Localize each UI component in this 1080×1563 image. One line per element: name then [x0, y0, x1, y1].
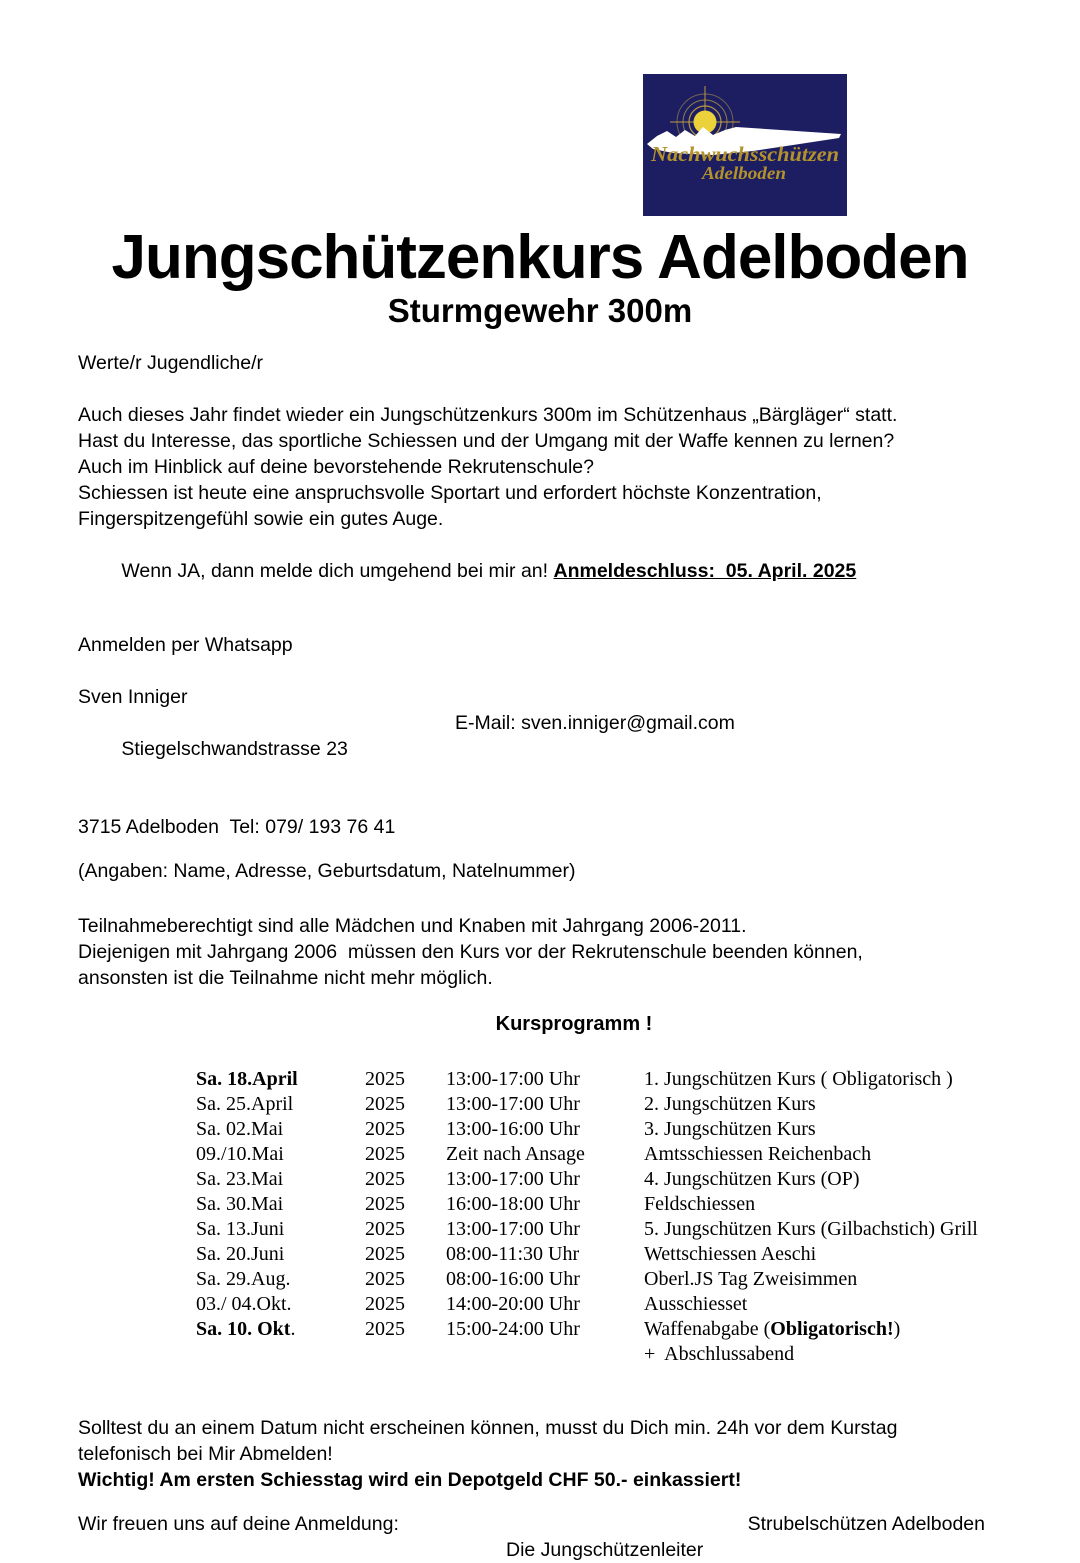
schedule-year: 2025 — [365, 1243, 405, 1265]
intro-line: Auch im Hinblick auf deine bevorstehende Rekrutenschule? — [78, 456, 594, 478]
closing-line: telefonisch bei Mir Abmelden! — [78, 1443, 333, 1465]
schedule-time: 13:00-16:00 Uhr — [446, 1118, 580, 1140]
farewell-line — [78, 1511, 1070, 1537]
schedule-date: Sa. 29.Aug. — [196, 1268, 291, 1290]
schedule-event: 4. Jungschützen Kurs (OP) — [644, 1168, 860, 1190]
schedule-row — [196, 1192, 1070, 1217]
schedule-year: 2025 — [365, 1293, 405, 1315]
schedule-year: 2025 — [365, 1143, 405, 1165]
important-note: Wichtig! Am ersten Schiesstag wird ein Depotgeld CHF 50.- einkassiert! — [78, 1469, 742, 1491]
signature: Die Jungschützenleiter — [506, 1539, 704, 1561]
details-note: (Angaben: Name, Adresse, Geburtsdatum, Natelnummer) — [78, 860, 576, 882]
club-logo — [643, 74, 847, 216]
registration-call-line — [78, 532, 1070, 610]
schedule-row — [196, 1342, 1070, 1367]
schedule-date: Sa. 23.Mai — [196, 1168, 284, 1190]
schedule-year: 2025 — [365, 1118, 405, 1140]
schedule-date — [196, 1342, 365, 1367]
schedule-row — [196, 1117, 1070, 1142]
schedule-row — [196, 1267, 1070, 1292]
schedule-date: Sa. 20.Juni — [196, 1243, 285, 1265]
schedule-date: Sa. 13.Juni — [196, 1218, 285, 1240]
schedule-year: 2025 — [365, 1318, 405, 1340]
contact-email: E-Mail: sven.inniger@gmail.com — [455, 712, 735, 734]
schedule-time: 16:00-18:00 Uhr — [446, 1193, 580, 1215]
schedule-time: 13:00-17:00 Uhr — [446, 1068, 580, 1090]
logo-club-name: Nachwuchsschützen — [649, 142, 839, 166]
contact-city-tel: 3715 Adelboden Tel: 079/ 193 76 41 — [78, 816, 396, 838]
eligibility-line: ansonsten ist die Teilnahme nicht mehr möglich. — [78, 967, 493, 989]
register-prompt: Wenn JA, dann melde dich umgehend bei mir an! — [121, 560, 554, 582]
eligibility-line: Diejenigen mit Jahrgang 2006 müssen den Kurs vor der Rekrutenschule beenden können, — [78, 941, 863, 963]
schedule-event: Oberl.JS Tag Zweisimmen — [644, 1268, 858, 1290]
intro-line: Fingerspitzengefühl sowie ein gutes Auge. — [78, 508, 444, 530]
schedule-time: 08:00-11:30 Uhr — [446, 1243, 580, 1265]
schedule-row — [196, 1142, 1070, 1167]
logo-club-town: Adelboden — [700, 163, 786, 183]
schedule-year — [365, 1342, 446, 1367]
schedule-time: 08:00-16:00 Uhr — [446, 1268, 580, 1290]
schedule-date: Sa. 10. Okt. — [196, 1318, 296, 1340]
schedule-year: 2025 — [365, 1093, 405, 1115]
intro-line: Schiessen ist heute eine anspruchsvolle Sportart und erfordert höchste Konzentration, — [78, 482, 822, 504]
schedule-row — [196, 1167, 1070, 1192]
intro-paragraph — [78, 402, 1070, 610]
schedule-year: 2025 — [365, 1268, 405, 1290]
schedule-date: Sa. 25.April — [196, 1093, 294, 1115]
contact-street-line — [78, 710, 1070, 814]
schedule-time: 14:00-20:00 Uhr — [446, 1293, 580, 1315]
intro-line: Hast du Interesse, das sportliche Schiessen und der Umgang mit der Waffe kennen zu lernen? — [78, 430, 895, 452]
schedule-row — [196, 1292, 1070, 1317]
program-heading: Kursprogramm ! — [495, 1013, 653, 1035]
schedule-event: Ausschiesset — [644, 1293, 748, 1315]
schedule-event: Amtsschiessen Reichenbach — [644, 1143, 872, 1165]
registration-deadline: Anmeldeschluss: 05. April. 2025 — [553, 560, 857, 582]
schedule-date: Sa. 02.Mai — [196, 1118, 284, 1140]
letter-body — [78, 350, 1070, 1563]
schedule-table — [196, 1067, 1070, 1367]
salutation: Werte/r Jugendliche/r — [78, 352, 263, 374]
schedule-row — [196, 1317, 1070, 1342]
schedule-time: Zeit nach Ansage — [446, 1143, 585, 1165]
schedule-year: 2025 — [365, 1168, 405, 1190]
page-subtitle: Sturmgewehr 300m — [387, 292, 693, 329]
schedule-time — [446, 1342, 644, 1367]
schedule-time: 13:00-17:00 Uhr — [446, 1168, 580, 1190]
contact-block — [78, 684, 1070, 840]
intro-line: Auch dieses Jahr findet wieder ein Jungschützenkurs 300m im Schützenhaus „Bärgläger“ statt. — [78, 404, 898, 426]
schedule-row — [196, 1217, 1070, 1242]
schedule-event: 2. Jungschützen Kurs — [644, 1093, 816, 1115]
schedule-event: + Abschlussabend — [644, 1343, 795, 1365]
schedule-date: 09./10.Mai — [196, 1143, 284, 1165]
schedule-row — [196, 1242, 1070, 1267]
closing-line: Solltest du an einem Datum nicht erscheinen können, musst du Dich min. 24h vor dem Kurstag — [78, 1417, 898, 1439]
contact-street: Stiegelschwandstrasse 23 — [121, 738, 348, 760]
schedule-event: Wettschiessen Aeschi — [644, 1243, 817, 1265]
register-via: Anmelden per Whatsapp — [78, 634, 293, 656]
schedule-date: 03./ 04.Okt. — [196, 1293, 292, 1315]
schedule-event: Waffenabgabe (Obligatorisch!) — [644, 1318, 901, 1340]
page-title: Jungschützenkurs Adelboden — [111, 223, 969, 292]
schedule-event: Feldschiessen — [644, 1193, 756, 1215]
schedule-event: 5. Jungschützen Kurs (Gilbachstich) Grill — [644, 1218, 978, 1240]
contact-name: Sven Inniger — [78, 686, 188, 708]
schedule-time: 13:00-17:00 Uhr — [446, 1093, 580, 1115]
eligibility-line: Teilnahmeberechtigt sind alle Mädchen und Knaben mit Jahrgang 2006-2011. — [78, 915, 747, 937]
schedule-year: 2025 — [365, 1068, 405, 1090]
closing-paragraph — [78, 1415, 1070, 1493]
schedule-year: 2025 — [365, 1193, 405, 1215]
schedule-row — [196, 1092, 1070, 1117]
farewell-left: Wir freuen uns auf deine Anmeldung: — [78, 1513, 399, 1535]
schedule-date: Sa. 30.Mai — [196, 1193, 284, 1215]
farewell-right: Strubelschützen Adelboden — [747, 1513, 985, 1535]
schedule-date: Sa. 18.April — [196, 1068, 298, 1090]
schedule-year: 2025 — [365, 1218, 405, 1240]
schedule-time: 15:00-24:00 Uhr — [446, 1318, 580, 1340]
schedule-event: 3. Jungschützen Kurs — [644, 1118, 816, 1140]
schedule-time: 13:00-17:00 Uhr — [446, 1218, 580, 1240]
schedule-row — [196, 1067, 1070, 1092]
schedule-event: 1. Jungschützen Kurs ( Obligatorisch ) — [644, 1068, 953, 1090]
eligibility-paragraph — [78, 913, 1070, 991]
